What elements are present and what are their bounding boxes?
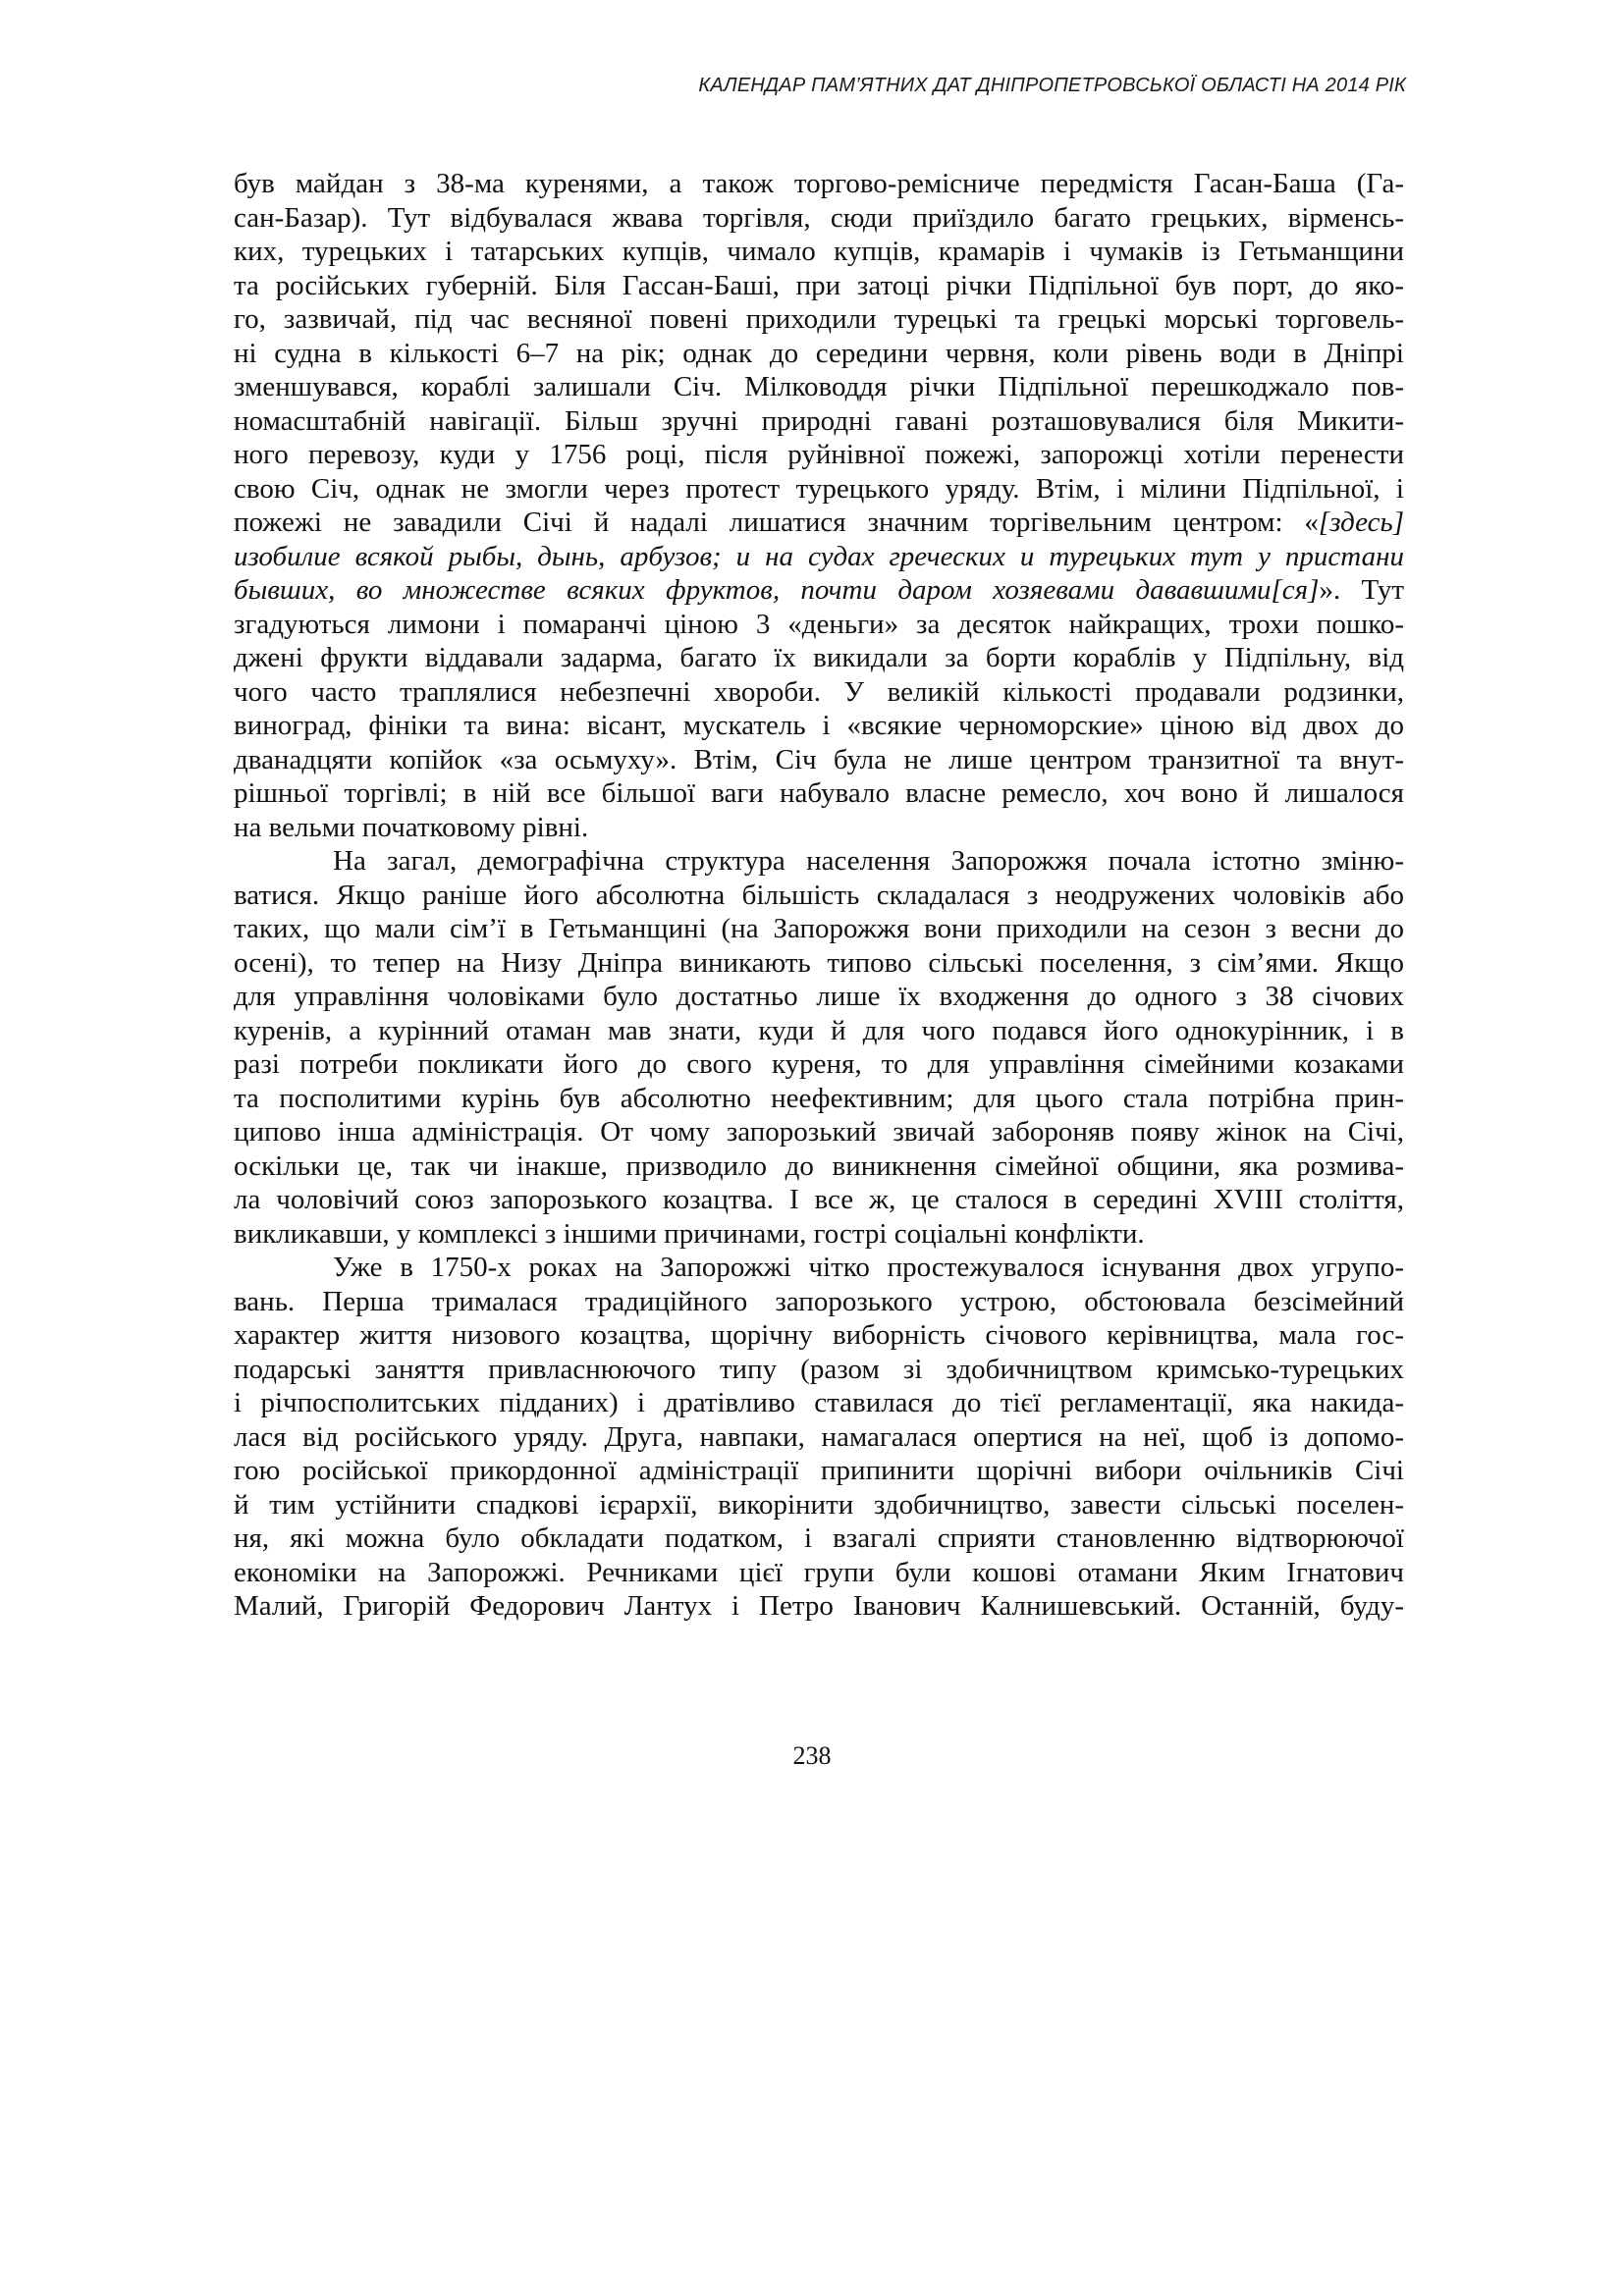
text-line: зменшувався, кораблі залишали Січ. Мілководдя річки Підпільної перешкоджало пов- xyxy=(234,371,1404,402)
quote-segment: [здесь] xyxy=(1318,507,1404,538)
paragraph-1 xyxy=(234,167,1404,844)
text-line: ня, які можна було обкладати податком, і взагалі сприяти становленню відтворюючої xyxy=(234,1522,1404,1554)
paragraph-3 xyxy=(234,1251,1404,1624)
text-line: рішньої торгівлі; в ній все більшої ваги набувало власне ремесло, хоч воно й лишалося xyxy=(234,777,1404,809)
text-line: ципово інша адміністрація. От чому запорозький звичай забороняв появу жінок на Січі, xyxy=(234,1116,1404,1148)
text-line: виноград, фініки та вина: вісант, мускатель і «всякие черноморские» ціною від двох до xyxy=(234,710,1404,741)
text-line: викликавши, у комплексі з іншими причинами, гострі соціальні конфлікти. xyxy=(234,1217,1145,1250)
text-line: чого часто траплялися небезпечні хвороби. У великій кількості продавали родзинки, xyxy=(234,675,1404,708)
text-segment: ». Тут xyxy=(1319,574,1404,606)
paragraph-2 xyxy=(234,844,1404,1251)
text-line: джені фрукти віддавали задарма, багато їх викидали за борти кораблів у Підпільну, від xyxy=(234,642,1404,673)
text-line: Уже в 1750-х роках на Запорожжі чітко простежувалося існування двох угрупо- xyxy=(333,1252,1404,1283)
text-line: номасштабній навігації. Більш зручні природні гавані розташовувалися біля Микити- xyxy=(234,404,1404,437)
text-line: куренів, а курінний отаман мав знати, куди й для чого подався його однокурінник, і в xyxy=(234,1014,1404,1046)
text-line: і річпосполитських підданих) і дратівливо ставилася до тієї регламентації, яка накида- xyxy=(234,1387,1404,1418)
text-line: таких, що мали сім’ї в Гетьманщині (на Запорожжя вони приходили на сезон з весни до xyxy=(234,913,1404,944)
text-segment: пожежі не завадили Січі й надалі лишатися значним торгівельним центром: « xyxy=(234,507,1319,538)
text-line: Малий, Григорій Федорович Лантух і Петро Іванович Калнишевський. Останній, буду- xyxy=(234,1590,1404,1622)
text-line: вань. Перша трималася традиційного запорозького устрою, обстоювала безсімейний xyxy=(234,1285,1404,1317)
page-number: 238 xyxy=(792,1741,832,1770)
text-line: подарські заняття привласнюючого типу (разом зі здобичництвом кримсько-турецьких xyxy=(234,1353,1404,1385)
text-line: осені), то тепер на Низу Дніпра виникають типово сільські поселення, з сім’ями. Якщо xyxy=(234,946,1404,979)
text-line: економіки на Запорожжі. Речниками цієї групи були кошові отамани Яким Ігнатович xyxy=(234,1556,1404,1588)
text-line: та посполитими курінь був абсолютно неефективним; для цього стала потрібна прин- xyxy=(234,1082,1404,1114)
text-line-with-quote-end xyxy=(234,573,1404,608)
body-text xyxy=(234,167,1404,1624)
text-line: для управління чоловіками було достатньо лише їх входження до одного з 38 січових xyxy=(234,981,1404,1012)
running-header-title: КАЛЕНДАР ПАМ’ЯТНИХ ДАТ ДНІПРОПЕТРОВСЬКОЇ ОБЛАСТІ НА 2014 РІК xyxy=(698,75,1406,96)
text-line: ватися. Якщо раніше його абсолютна більшість складалася з неодружених чоловіків або xyxy=(234,879,1404,911)
text-line: та російських губерній. Біля Гассан-Баші, при затоці річки Підпільної був порт, до яко- xyxy=(234,269,1404,301)
text-line-with-quote-start xyxy=(234,506,1404,540)
text-line: ла чоловічий союз запорозького козацтва. І все ж, це сталося в середині XVIII століття, xyxy=(234,1184,1404,1215)
text-line: ного перевозу, куди у 1756 році, після руйнівної пожежі, запорожці хотіли перенести xyxy=(234,439,1404,470)
text-line: лася від російського уряду. Друга, навпаки, намагалася опертися на неї, щоб із допомо- xyxy=(234,1420,1404,1453)
text-line: сан-Базар). Тут відбувалася жвава торгівля, сюди приїздило багато грецьких, вірменсь- xyxy=(234,201,1404,234)
text-line: разі потреби покликати його до свого куреня, то для управління сімейними козаками xyxy=(234,1048,1404,1080)
text-line: свою Січ, однак не змогли через протест турецького уряду. Втім, і мілини Підпільної, і xyxy=(234,472,1404,505)
quote-line: изобилие всякой рыбы, дынь, арбузов; и на судах греческих и турецьких тут у пристани xyxy=(234,540,1404,572)
text-line: оскільки це, так чи інакше, призводило до виникнення сімейної общини, яка розмива- xyxy=(234,1149,1404,1182)
text-line: був майдан з 38-ма куренями, а також торгово-ремісниче передмістя Гасан-Баша (Га- xyxy=(234,168,1404,199)
text-line: характер життя низового козацтва, щорічну виборність січового керівництва, мала гос- xyxy=(234,1319,1404,1351)
quote-segment: бывших, во множестве всяких фруктов, почти даром хозяевами дававшими[ся] xyxy=(234,574,1320,606)
text-line: На загал, демографічна структура населення Запорожжя почала істотно зміню- xyxy=(333,845,1404,877)
text-line: дванадцяти копійок «за осьмуху». Втім, Січ була не лише центром транзитної та внут- xyxy=(234,743,1404,775)
text-line: го, зазвичай, під час весняної повені приходили турецькі та грецькі морські торговель- xyxy=(234,303,1404,335)
text-line: ні судна в кількості 6–7 на рік; однак до середини червня, коли рівень води в Дніпрі xyxy=(234,337,1404,369)
text-line: згадуються лимони і помаранчі ціною 3 «деньги» за десяток найкращих, трохи пошко- xyxy=(234,608,1404,640)
text-line: й тим устійнити спадкові ієрархії, викорінити здобичництво, завести сільські поселен- xyxy=(234,1488,1404,1521)
text-line: на вельми початковому рівні. xyxy=(234,811,589,843)
text-line: гою російської прикордонної адміністрації припинити щорічні вибори очільників Січі xyxy=(234,1455,1404,1486)
text-line: ких, турецьких і татарських купців, чимало купців, крамарів і чумаків із Гетьманщини xyxy=(234,236,1404,267)
